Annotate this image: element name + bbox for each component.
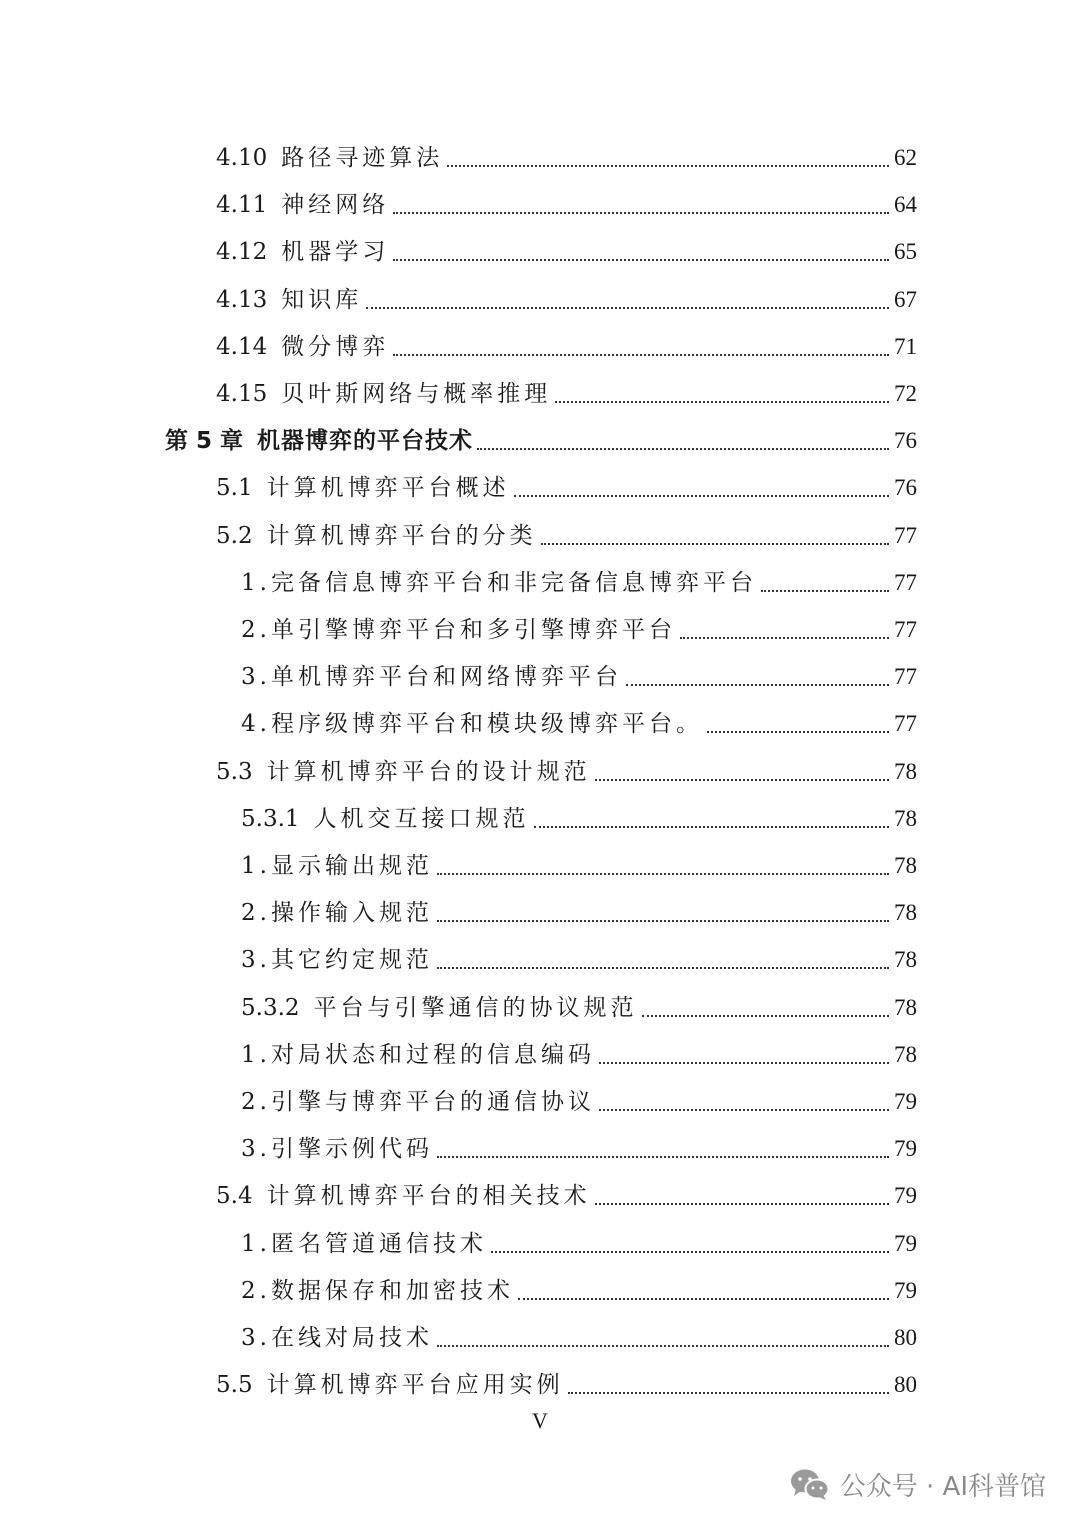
toc-page-number: 79: [894, 1230, 917, 1256]
toc-row: [0, 362, 1080, 409]
dot-leader: [555, 400, 889, 403]
toc-entry-title: 4.程序级博弈平台和模块级博弈平台。: [241, 711, 703, 738]
toc-entry-label: [216, 757, 591, 787]
toc-row: [0, 976, 1080, 1023]
dot-leader: [477, 447, 889, 450]
toc-row: [0, 551, 1080, 598]
toc-entry-title: 路径寻迹算法: [281, 145, 444, 171]
toc-row: [0, 315, 1080, 362]
toc-entry-number: 5.5: [216, 1372, 253, 1399]
toc-entry-title: 计算机博弈平台的相关技术: [266, 1183, 591, 1210]
dot-leader: [568, 1391, 889, 1394]
toc-entry-title: 机器博弈的平台技术: [257, 428, 474, 455]
dot-leader: [393, 211, 889, 214]
toc-entry-title: 计算机博弈平台的设计规范: [266, 758, 591, 785]
toc-entry-title: 1.显示输出规范: [241, 853, 433, 879]
toc-row: [0, 1117, 1080, 1164]
toc-entry-number: 5.3.1: [241, 805, 300, 832]
toc-entry-label: [241, 1040, 595, 1070]
toc-page-number: 78: [894, 994, 917, 1020]
dot-leader: [595, 1202, 889, 1205]
toc-entry-number: 5.1: [216, 475, 253, 502]
toc-entry-title: 2.单引擎博弈平台和多引擎博弈平台: [241, 617, 676, 643]
dot-leader: [491, 1250, 889, 1253]
toc-row: [0, 740, 1080, 787]
toc-entry-label: [241, 993, 638, 1023]
dot-leader: [447, 164, 889, 167]
toc-entry-number: 5.3.2: [241, 994, 300, 1021]
toc-page-number: 80: [894, 1325, 917, 1350]
toc-entry-label: [216, 332, 389, 362]
dot-leader: [393, 258, 889, 261]
toc-page-number: 79: [894, 1136, 917, 1162]
toc-page-number: 72: [894, 381, 917, 406]
toc-row: [0, 456, 1080, 503]
toc-row: [0, 692, 1080, 739]
dot-leader: [518, 1297, 889, 1300]
toc-page-number: 76: [894, 428, 917, 454]
toc-entry-number: 第 5 章: [165, 428, 244, 455]
toc-entry-title: 人机交互接口规范: [313, 805, 530, 832]
page-number: V: [532, 1408, 548, 1433]
toc-page-number: 79: [894, 1183, 917, 1209]
toc-entry-label: [216, 143, 443, 173]
toc-page-number: 77: [894, 664, 917, 690]
toc-page-number: 76: [894, 475, 917, 501]
toc-row: [0, 645, 1080, 692]
toc-entry-label: [165, 426, 473, 456]
watermark-text: 公众号 · AI科普馆: [839, 1471, 1046, 1502]
toc-entry-label: [216, 285, 362, 315]
toc-entry-label: [241, 1323, 433, 1353]
dot-leader: [707, 730, 889, 733]
toc-page-number: 79: [894, 1277, 917, 1303]
toc-entry-title: 1.匿名管道通信技术: [241, 1230, 487, 1257]
toc-entry-number: 4.13: [216, 286, 268, 313]
toc-row: [0, 1353, 1080, 1400]
toc-entry-title: 计算机博弈平台应用实例: [266, 1372, 564, 1399]
toc-entry-label: [241, 1276, 514, 1306]
toc-page-number: 67: [894, 286, 917, 312]
dot-leader: [393, 353, 889, 356]
toc-entry-title: 知识库: [281, 286, 363, 313]
toc-page-number: 77: [894, 522, 917, 548]
toc-row: [0, 928, 1080, 975]
toc-entry-number: 4.11: [216, 192, 268, 219]
toc-entry-label: [216, 379, 551, 409]
toc-entry-title: 1.对局状态和过程的信息编码: [241, 1041, 595, 1068]
dot-leader: [534, 825, 889, 828]
toc-row: [0, 126, 1080, 173]
toc-entry-title: 2.引擎与博弈平台的通信协议: [241, 1089, 595, 1115]
toc-row: [0, 1023, 1080, 1070]
dot-leader: [595, 778, 889, 781]
toc-entry-title: 微分博弈: [281, 333, 390, 360]
toc-row: [0, 1212, 1080, 1259]
dot-leader: [541, 542, 889, 545]
toc-entry-title: 3.在线对局技术: [241, 1325, 433, 1351]
dot-leader: [437, 1344, 889, 1347]
toc-row: [0, 834, 1080, 881]
toc-page-number: 78: [894, 900, 917, 926]
toc-entry-label: [216, 1370, 564, 1400]
toc-entry-title: 2.操作输入规范: [241, 900, 433, 927]
toc-entry-label: [216, 1181, 591, 1211]
toc-row: [0, 1306, 1080, 1353]
dot-leader: [761, 589, 889, 592]
toc-row: [0, 220, 1080, 267]
toc-entry-number: 5.3: [216, 758, 253, 785]
toc-row: [0, 1164, 1080, 1211]
toc-row: [0, 1070, 1080, 1117]
toc-page-number: 78: [894, 805, 917, 831]
toc-entry-label: [241, 709, 703, 739]
toc-entry-title: 计算机博弈平台的分类: [266, 522, 537, 549]
toc-page-number: 79: [894, 1089, 917, 1114]
toc-page-number: 62: [894, 145, 917, 170]
watermark: [788, 1462, 1046, 1506]
toc-page-number: 77: [894, 617, 917, 642]
toc-entry-label: [241, 1134, 433, 1164]
toc-row: [0, 787, 1080, 834]
toc-page-number: 71: [894, 333, 917, 359]
dot-leader: [366, 306, 889, 309]
toc-entry-label: [241, 804, 530, 834]
toc-entry-number: 4.10: [216, 145, 268, 171]
toc-entry-label: [241, 945, 433, 975]
toc-entry-label: [241, 568, 757, 598]
toc-entry-label: [216, 473, 510, 503]
toc-entry-label: [241, 898, 433, 928]
toc-entry-title: 机器学习: [281, 239, 390, 266]
toc-entry-title: 2.数据保存和加密技术: [241, 1277, 514, 1304]
toc-entry-title: 3.引擎示例代码: [241, 1136, 433, 1163]
toc-entry-label: [216, 190, 389, 220]
dot-leader: [626, 683, 889, 686]
dot-leader: [514, 494, 889, 497]
dot-leader: [599, 1061, 889, 1064]
dot-leader: [437, 919, 889, 922]
toc-page-number: 78: [894, 758, 917, 784]
toc-entry-number: 4.14: [216, 333, 268, 360]
toc-row: [0, 598, 1080, 645]
toc-entry-label: [241, 851, 433, 881]
wechat-icon: [788, 1466, 832, 1502]
toc-entry-title: 3.单机博弈平台和网络博弈平台: [241, 664, 622, 691]
toc-page-number: 77: [894, 569, 917, 595]
toc-row: [0, 268, 1080, 315]
toc-entry-title: 平台与引擎通信的协议规范: [313, 994, 638, 1021]
toc-entry-number: 4.12: [216, 239, 268, 266]
toc-entry-label: [216, 237, 389, 267]
dot-leader: [599, 1108, 889, 1111]
toc-row: [0, 1259, 1080, 1306]
dot-leader: [437, 1155, 889, 1158]
toc-page-number: 78: [894, 947, 917, 973]
toc-entry-label: [241, 662, 622, 692]
dot-leader: [642, 1014, 889, 1017]
toc-row: [0, 173, 1080, 220]
dot-leader: [437, 966, 889, 969]
toc-entry-number: 4.15: [216, 381, 268, 407]
toc-entry-title: 神经网络: [281, 192, 390, 219]
toc-entry-title: 贝叶斯网络与概率推理: [281, 381, 552, 407]
dot-leader: [437, 872, 889, 875]
toc-entry-label: [241, 1087, 595, 1117]
toc-entry-number: 5.2: [216, 522, 253, 549]
toc-page-number: 78: [894, 1041, 917, 1067]
toc-entry-label: [241, 615, 676, 645]
toc-entry-title: 3.其它约定规范: [241, 947, 433, 974]
toc-page-number: 80: [894, 1372, 917, 1398]
toc-entry-number: 5.4: [216, 1183, 253, 1210]
toc-entry-label: [216, 521, 537, 551]
toc-entry-title: 1.完备信息博弈平台和非完备信息博弈平台: [241, 569, 757, 596]
toc-page-number: 64: [894, 192, 917, 218]
toc-page-number: 77: [894, 711, 917, 737]
toc-row: [0, 504, 1080, 551]
toc-chapter-row: [0, 409, 1080, 456]
toc-page-number: 78: [894, 853, 917, 878]
toc-row: [0, 881, 1080, 928]
dot-leader: [680, 636, 889, 639]
toc-page-number: 65: [894, 239, 917, 265]
toc-entry-label: [241, 1229, 487, 1259]
toc-entry-title: 计算机博弈平台概述: [266, 475, 510, 502]
